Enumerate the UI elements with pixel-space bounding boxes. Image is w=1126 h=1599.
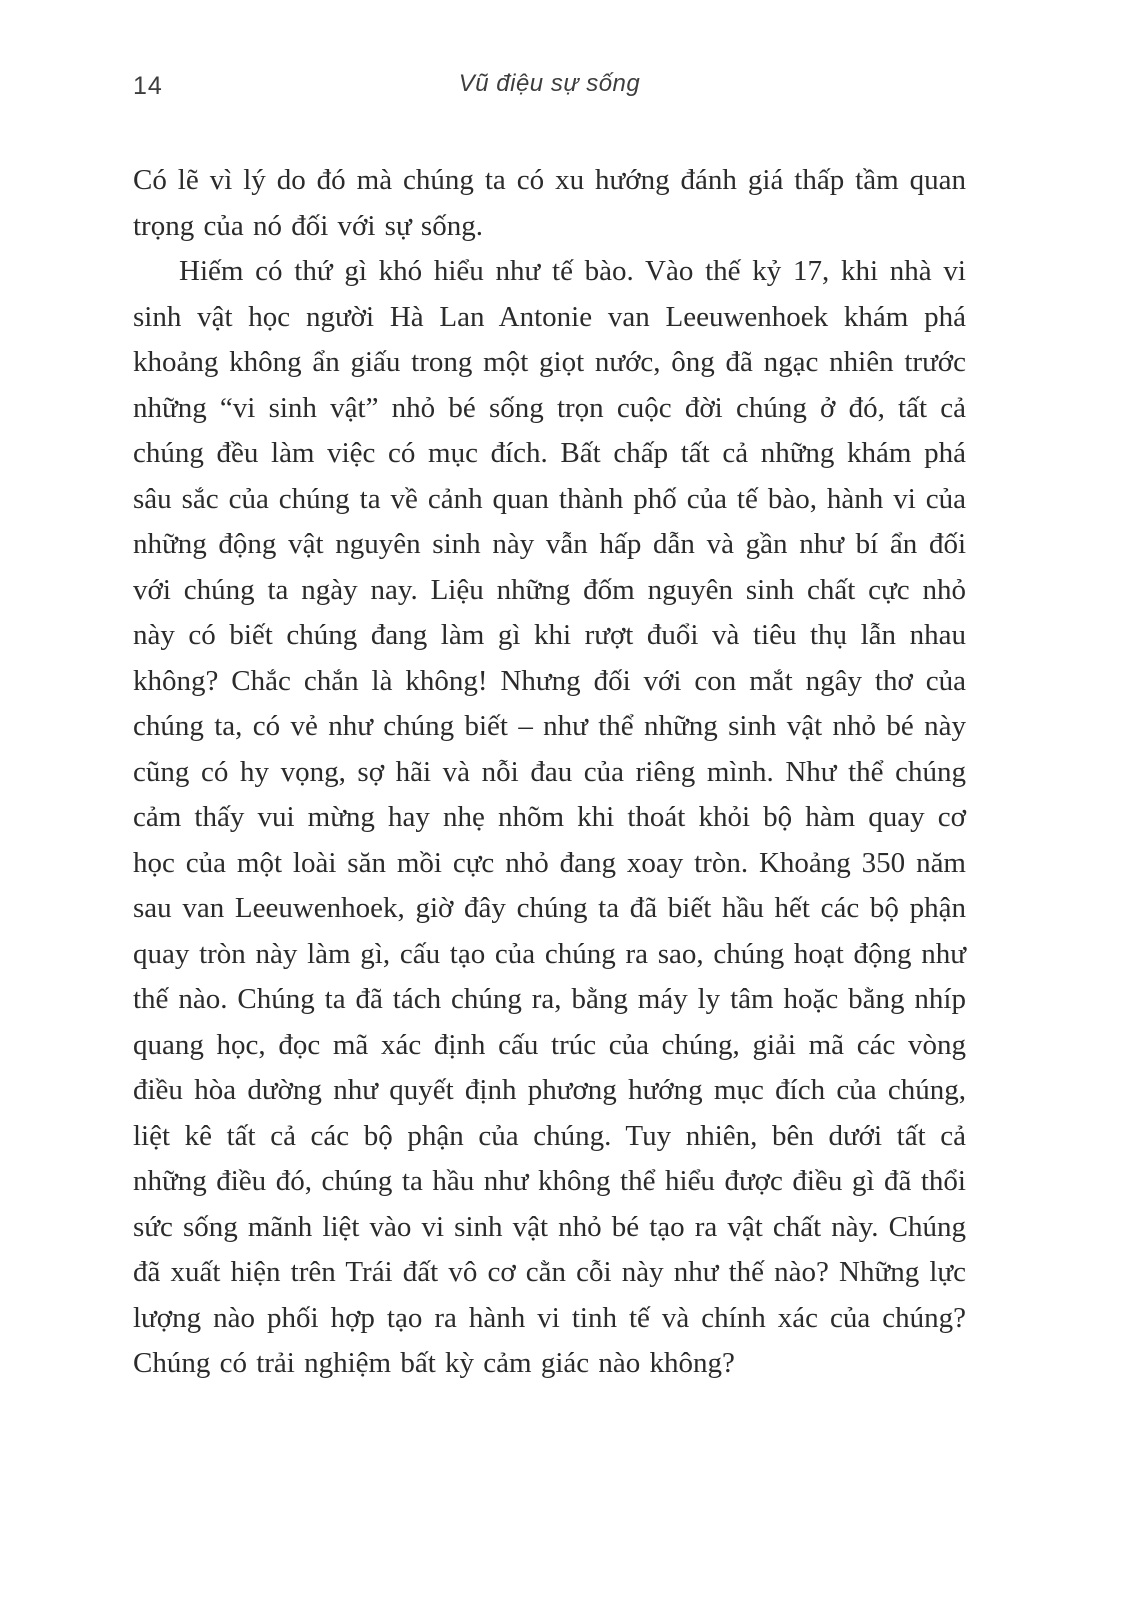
page-number: 14 (133, 72, 163, 100)
paragraph: Hiếm có thứ gì khó hiểu như tế bào. Vào thế kỷ 17, khi nhà vi sinh vật học người Hà Lan Antonie van Leeuwenhoek khám phá khoảng không ẩn giấu trong một giọt nước, ông đã ngạc nhiên trước những “vi sinh vật” nhỏ bé sống trọn cuộc đời chúng ở đó, tất cả chúng đều làm việc có mục đích. Bất chấp tất cả những khám phá sâu sắc của chúng ta về cảnh quan thành phố của tế bào, hành vi của những động vật nguyên sinh này vẫn hấp dẫn và gần như bí ẩn đối với chúng ta ngày nay. Liệu những đốm nguyên sinh chất cực nhỏ này có biết chúng đang làm gì khi rượt đuổi và tiêu thụ lẫn nhau không? Chắc chắn là không! Nhưng đối với con mắt ngây thơ của chúng ta, có vẻ như chúng biết – như thể những sinh vật nhỏ bé này cũng có hy vọng, sợ hãi và nỗi đau của riêng mình. Như thể chúng cảm thấy vui mừng hay nhẹ nhõm khi thoát khỏi bộ hàm quay cơ học của một loài săn mồi cực nhỏ đang xoay tròn. Khoảng 350 năm sau van Leeuwenhoek, giờ đây chúng ta đã biết hầu hết các bộ phận quay tròn này làm gì, cấu tạo của chúng ra sao, chúng hoạt động như thế nào. Chúng ta đã tách chúng ra, bằng máy ly tâm hoặc bằng nhíp quang học, đọc mã xác định cấu trúc của chúng, giải mã các vòng điều hòa dường như quyết định phương hướng mục đích của chúng, liệt kê tất cả các bộ phận của chúng. Tuy nhiên, bên dưới tất cả những điều đó, chúng ta hầu như không thể hiểu được điều gì đã thổi sức sống mãnh liệt vào vi sinh vật nhỏ bé tạo ra vật chất này. Chúng đã xuất hiện trên Trái đất vô cơ cằn cỗi này như thế nào? Những lực lượng nào phối hợp tạo ra hành vi tinh tế và chính xác của chúng? Chúng có trải nghiệm bất kỳ cảm giác nào không? (133, 255, 966, 1379)
body-text (133, 158, 966, 1387)
paragraph: Có lẽ vì lý do đó mà chúng ta có xu hướng đánh giá thấp tầm quan trọng của nó đối với sự sống. (133, 164, 966, 242)
running-header (133, 70, 966, 102)
header-title: Vũ điệu sự sống (458, 70, 641, 97)
